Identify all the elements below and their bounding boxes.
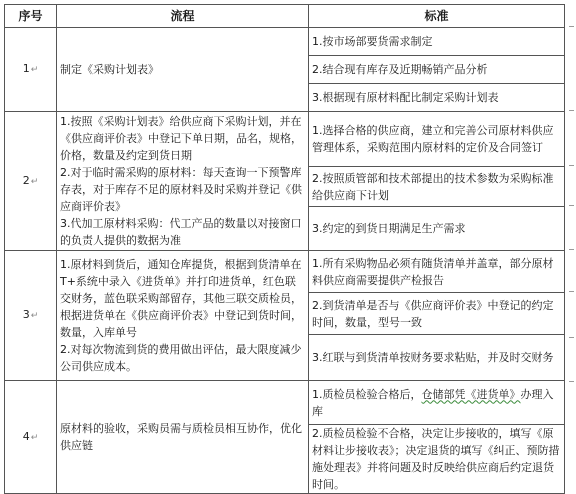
row-3-standard-3: 3.红联与到货清单按财务要求粘贴，并及时交财务 xyxy=(309,335,565,381)
margin-mark xyxy=(569,337,574,338)
row-4-standard-2: 2.质检员检验不合格，决定让步接收的，填写《原材料让步接收表》；决定退货的填写《纠正、预防措施处理表》并将问题及时反映给供应商后约定退货时间。 xyxy=(309,425,565,494)
row-2-number: 2↵ xyxy=(5,112,57,251)
row-1-process: 制定《采购计划表》 xyxy=(57,28,309,112)
row-1-standard-3: 3.根据现有原材料配比制定采购计划表 xyxy=(309,84,565,112)
row-2-standard-2: 2.按照质管部和技术部提出的技术参数为采购标准给供应商下计划 xyxy=(309,167,565,207)
margin-mark xyxy=(569,165,574,166)
row-1-standard-2: 2.结合现有库存及近期畅销产品分析 xyxy=(309,56,565,84)
row-3-standard-2: 2.到货清单是否与《供应商评价表》中登记的约定时间，数量，型号一致 xyxy=(309,293,565,335)
table-row xyxy=(5,251,565,293)
row-4-number: 4↵ xyxy=(5,381,57,494)
margin-mark xyxy=(569,381,574,382)
procurement-process-table xyxy=(4,4,565,494)
margin-mark xyxy=(569,110,574,111)
header-standard: 标准 xyxy=(309,5,565,28)
spellcheck-underlined-text: 仓储部凭《进货单》 xyxy=(421,387,521,401)
row-2-process: 1.按照《采购计划表》给供应商下采购计划，并在《供应商评价表》中登记下单日期，品名，规格，价格，数量及约定到货日期 2.对于临时需采购的原材料：每天查询一下预警库存表，对于库存不足的原材料及时采购并登记《供应商评价表》 3.代加工原材料采购：代工产品的数量以对接窗口的负责人提供的数据为准 xyxy=(57,112,309,251)
margin-mark xyxy=(569,291,574,292)
header-serial-number: 序号 xyxy=(5,5,57,28)
header-process: 流程 xyxy=(57,5,309,28)
row-3-process: 1.原材料到货后，通知仓库提货，根据到货清单在T+系统中录入《进货单》并打印进货单，红色联交财务，蓝色联采购部留存，其他三联交质检员，根据进货单在《供应商评价表》中登记到货时间，数量，入库单号 2.对每次物流到货的费用做出评估，最大限度减少公司供应成本。 xyxy=(57,251,309,381)
row-4-standard-1: 1.质检员检验合格后，仓储部凭《进货单》办理入库 xyxy=(309,381,565,425)
margin-mark xyxy=(569,26,574,27)
table-row xyxy=(5,381,565,425)
margin-mark xyxy=(569,249,574,250)
row-1-standard-1: 1.按市场部要货需求制定 xyxy=(309,28,565,56)
margin-mark xyxy=(569,205,574,206)
row-2-standard-3: 3.约定的到货日期满足生产需求 xyxy=(309,207,565,251)
row-3-standard-1: 1.所有采购物品必须有随货清单并盖章，部分原材料供应商需要提供产检报告 xyxy=(309,251,565,293)
table-row xyxy=(5,28,565,56)
table-row xyxy=(5,112,565,167)
row-2-standard-1: 1.选择合格的供应商，建立和完善公司原材料供应管理体系，采购范围内原材料的定价及合同签订 xyxy=(309,112,565,167)
row-3-number: 3↵ xyxy=(5,251,57,381)
row-1-number: 1↵ xyxy=(5,28,57,112)
row-4-process: 原材料的验收，采购员需与质检员相互协作，优化供应链 xyxy=(57,381,309,494)
table-header-row xyxy=(5,5,565,28)
